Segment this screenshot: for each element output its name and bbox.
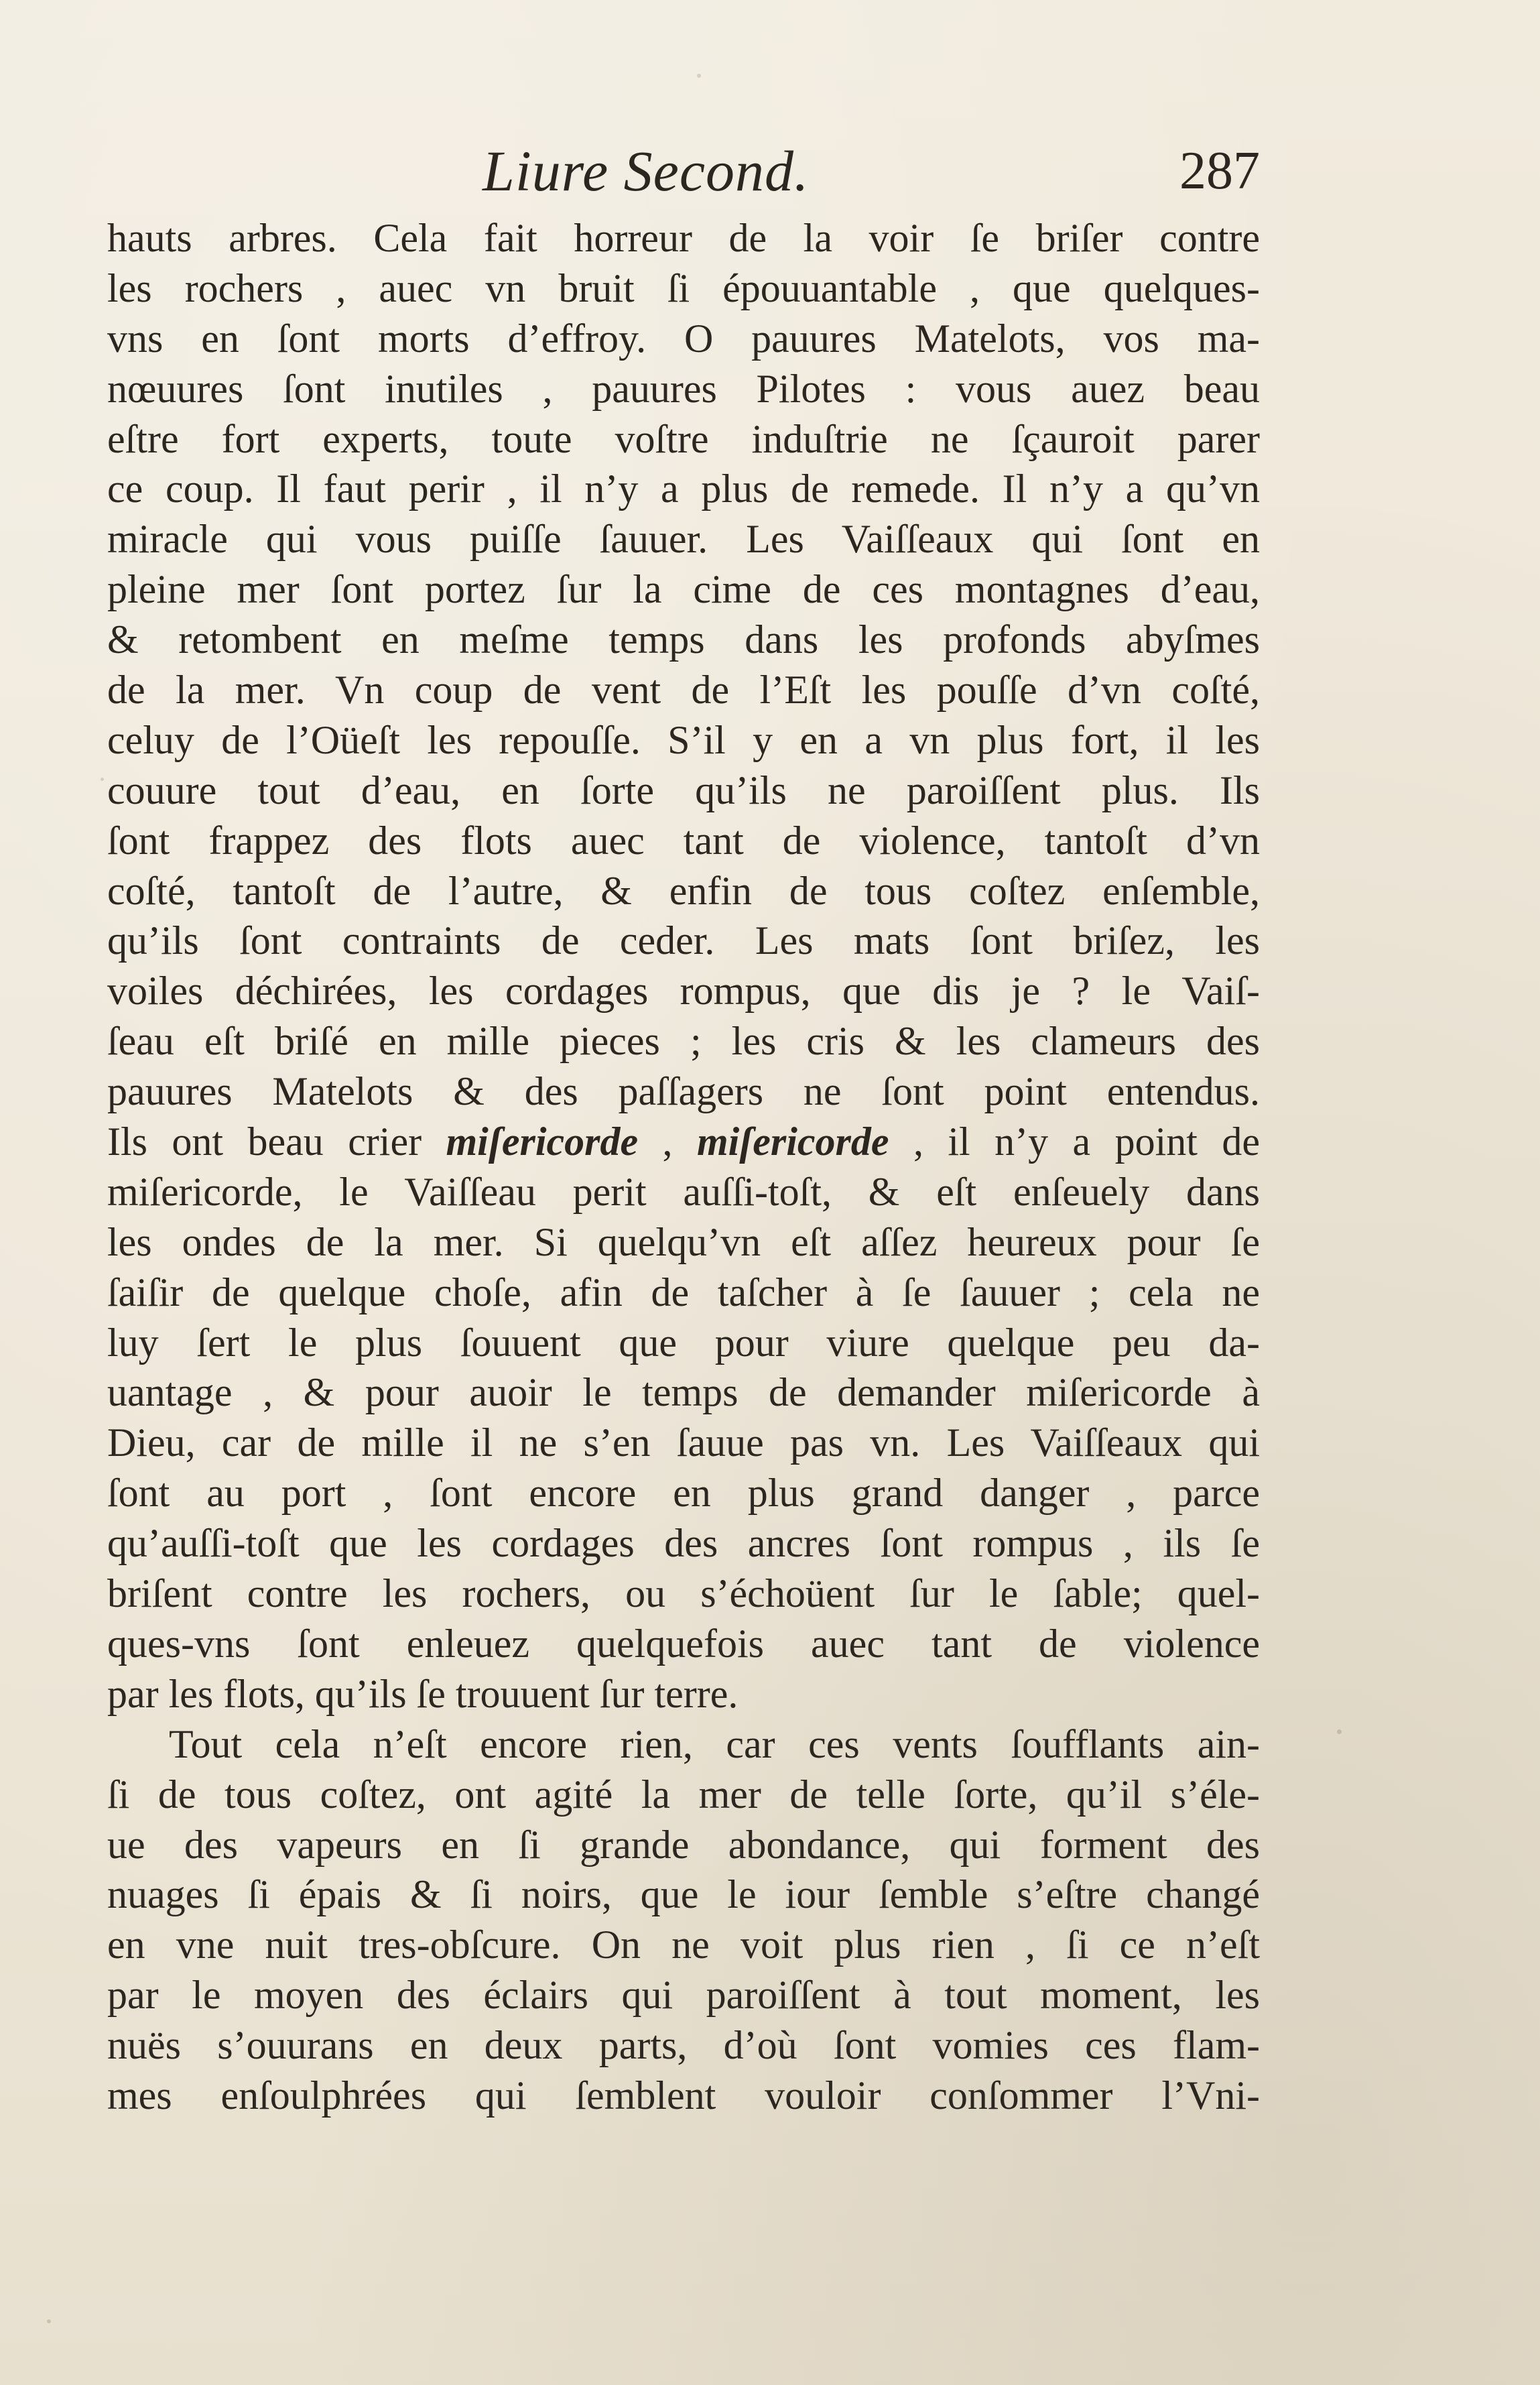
- text-line: ſeau eſt briſé en mille pieces ; les cris & les clameurs des: [107, 1019, 1260, 1064]
- page-number: 287: [1179, 141, 1260, 200]
- running-title: Liure Second.: [483, 139, 810, 203]
- text-run: , il n’y a point de: [889, 1119, 1260, 1164]
- paper-speck: [101, 778, 104, 781]
- text-line: luy ſert le plus ſouuent que pour viure quelque peu da-: [107, 1320, 1260, 1365]
- text-line: Dieu, car de mille il ne s’en ſauue pas vn. Les Vaiſſeaux qui: [107, 1420, 1260, 1465]
- text-line: qu’ils ſont contraints de ceder. Les mats ſont briſez, les: [107, 918, 1260, 963]
- text-line-paragraph-end: par les flots, qu’ils ſe trouuent ſur terre.: [107, 1671, 739, 1716]
- text-line: vns en ſont morts d’effroy. O pauures Matelots, vos ma-: [107, 316, 1260, 361]
- text-line: qu’auſſi-toſt que les cordages des ancres ſont rompus , ils ſe: [107, 1521, 1260, 1566]
- text-line-with-italics: [107, 1117, 1260, 1167]
- text-run: ,: [638, 1119, 697, 1164]
- text-line-paragraph-start: Tout cela n’eſt encore rien, car ces vents ſoufflants ain-: [169, 1721, 1260, 1766]
- text-line: ſont au port , ſont encore en plus grand danger , parce: [107, 1471, 1260, 1516]
- text-line: nuës s’ouurans en deux parts, d’où ſont vomies ces flam-: [107, 2023, 1260, 2068]
- text-line: miſericorde, le Vaiſſeau perit auſſi-toſt, & eſt enſeuely dans: [107, 1169, 1260, 1214]
- text-line: nuages ſi épais & ſi noirs, que le iour ſemble s’eſtre changé: [107, 1872, 1260, 1917]
- text-line: ue des vapeurs en ſi grande abondance, qui forment des: [107, 1822, 1260, 1867]
- text-line: voiles déchirées, les cordages rompus, que dis je ? le Vaiſ-: [107, 969, 1260, 1014]
- text-line: pauures Matelots & des paſſagers ne ſont point entendus.: [107, 1069, 1260, 1114]
- text-line: ques-vns ſont enleuez quelquefois auec tant de violence: [107, 1621, 1260, 1666]
- text-line: ſi de tous coſtez, ont agité la mer de telle ſorte, qu’il s’éle-: [107, 1772, 1260, 1817]
- text-line: uantage , & pour auoir le temps de demander miſericorde à: [107, 1370, 1260, 1415]
- text-line: couure tout d’eau, en ſorte qu’ils ne paroiſſent plus. Ils: [107, 768, 1260, 812]
- body-text: [107, 213, 1260, 2121]
- text-line: & retombent en meſme temps dans les profonds abyſmes: [107, 617, 1260, 662]
- page-header: [107, 134, 1260, 208]
- text-line: les rochers , auec vn bruit ſi épouuantable , que quelques-: [107, 265, 1260, 310]
- italic-word: miſericorde: [696, 1119, 889, 1164]
- paper-speck: [47, 2319, 51, 2323]
- text-line: hauts arbres. Cela fait horreur de la voir ſe briſer contre: [107, 216, 1260, 260]
- text-line: en vne nuit tres-obſcure. On ne voit plus rien , ſi ce n’eſt: [107, 1922, 1260, 1967]
- text-line: les ondes de la mer. Si quelqu’vn eſt aſſez heureux pour ſe: [107, 1219, 1260, 1264]
- text-line: pleine mer ſont portez ſur la cime de ces montagnes d’eau,: [107, 567, 1260, 612]
- text-line: miracle qui vous puiſſe ſauuer. Les Vaiſſeaux qui ſont en: [107, 517, 1260, 562]
- text-line: celuy de l’Oüeſt les repouſſe. S’il y en a vn plus fort, il les: [107, 717, 1260, 762]
- text-line: ſont frappez des flots auec tant de violence, tantoſt d’vn: [107, 818, 1260, 863]
- text-line: coſté, tantoſt de l’autre, & enfin de tous coſtez enſemble,: [107, 868, 1260, 913]
- paper-speck: [1337, 1729, 1342, 1734]
- text-line: de la mer. Vn coup de vent de l’Eſt les pouſſe d’vn coſté,: [107, 668, 1260, 713]
- text-line: nœuures ſont inutiles , pauures Pilotes : vous auez beau: [107, 366, 1260, 411]
- text-line: ſaiſir de quelque choſe, afin de taſcher à ſe ſauuer ; cela ne: [107, 1270, 1260, 1314]
- paper-speck: [697, 74, 701, 78]
- text-line: ce coup. Il faut perir , il n’y a plus de remede. Il n’y a qu’vn: [107, 467, 1260, 511]
- text-run: Ils ont beau crier: [107, 1119, 446, 1164]
- text-line: mes enſoulphrées qui ſemblent vouloir conſommer l’Vni-: [107, 2073, 1260, 2118]
- italic-word: miſericorde: [446, 1119, 639, 1164]
- text-line: par le moyen des éclairs qui paroiſſent à tout moment, les: [107, 1973, 1260, 2018]
- text-line: briſent contre les rochers, ou s’échoüent ſur le ſable; quel-: [107, 1571, 1260, 1616]
- text-line: eſtre fort experts, toute voſtre induſtrie ne ſçauroit parer: [107, 416, 1260, 461]
